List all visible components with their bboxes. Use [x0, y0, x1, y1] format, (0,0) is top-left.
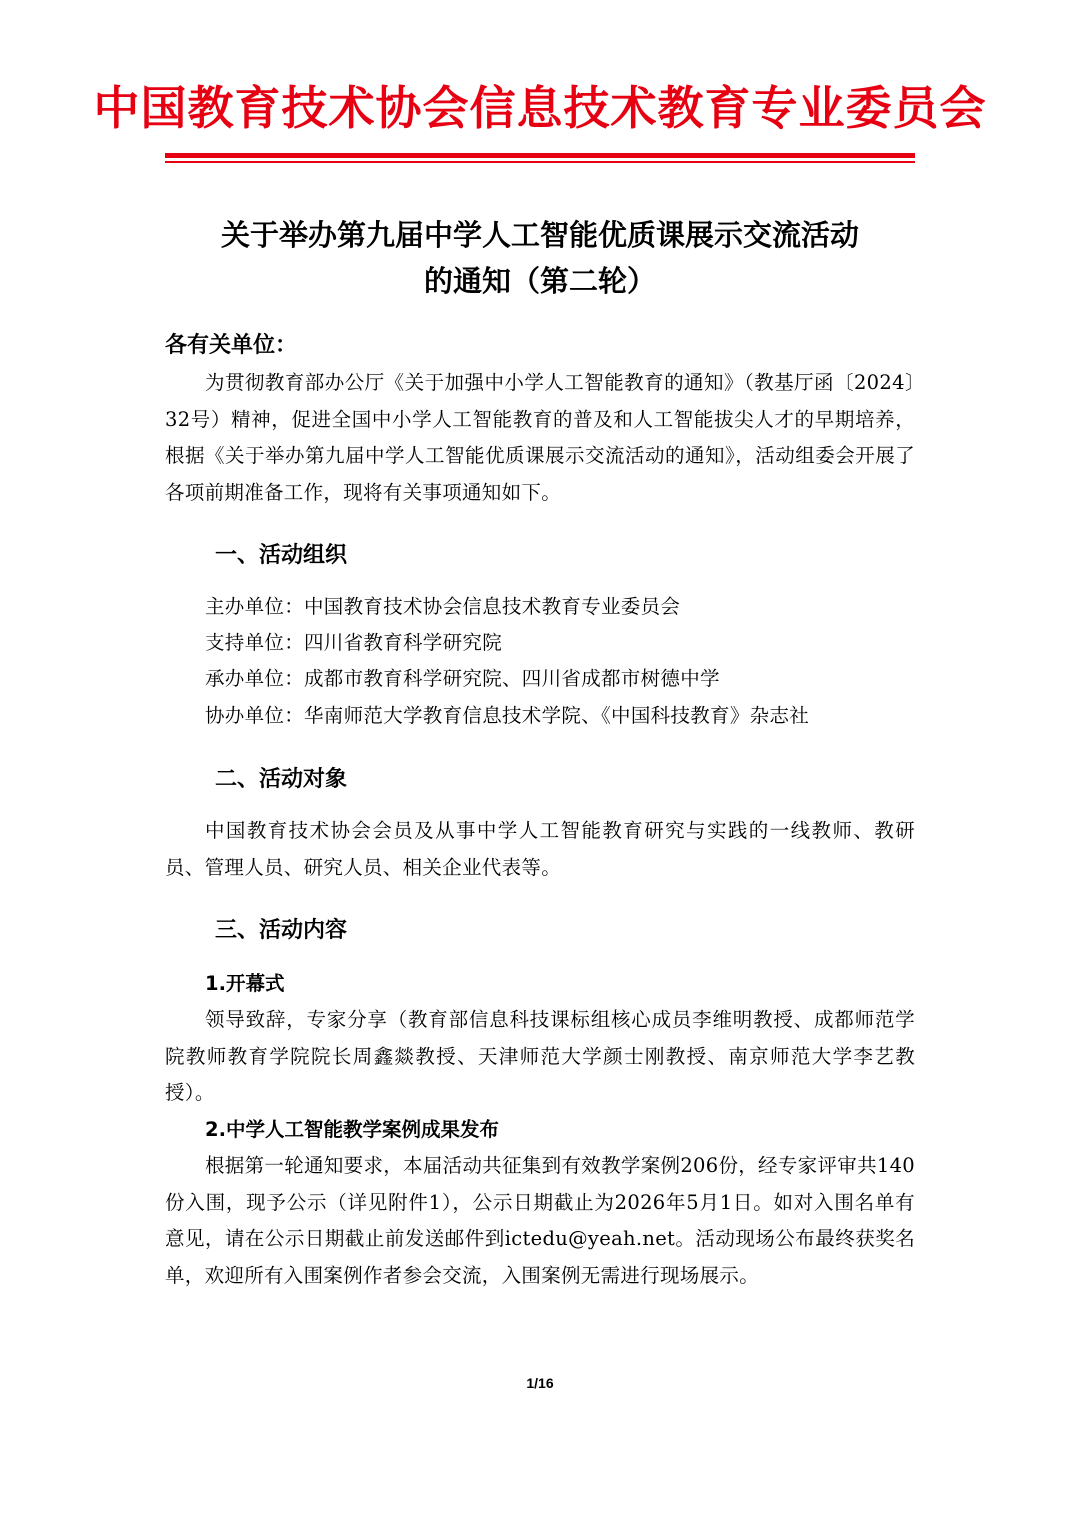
letterhead-org-name: 中国教育技术协会信息技术教育专业委员会 [93, 81, 987, 135]
letterhead-rule-thick [165, 153, 915, 158]
letterhead-rule-thin [165, 161, 915, 163]
subheading-opening: 1.开幕式 [205, 972, 285, 995]
page-number: 1/16 [526, 1375, 554, 1391]
document-title-line-1: 关于举办第九届中学人工智能优质课展示交流活动 [220, 218, 859, 252]
section-heading-organization: 一、活动组织 [215, 543, 348, 568]
document-title-line-2: 的通知（第二轮） [423, 264, 656, 298]
section-heading-content: 三、活动内容 [215, 918, 348, 943]
opening-paragraph: 领导致辞，专家分享（教育部信息科技课标组核心成员李维明教授、成都师范学院教师教育学院院长周鑫燚教授、天津师范大学颜士刚教授、南京师范大学李艺教授）。 [165, 1008, 915, 1104]
subheading-case-release: 2.中学人工智能教学案例成果发布 [205, 1118, 499, 1141]
section-heading-participants: 二、活动对象 [215, 767, 348, 792]
supporter-line: 支持单位：四川省教育科学研究院 [205, 631, 503, 654]
participants-paragraph: 中国教育技术协会会员及从事中学人工智能教育研究与实践的一线教师、教研员、管理人员、研究人员、相关企业代表等。 [165, 819, 915, 879]
salutation: 各有关单位： [165, 333, 298, 358]
organizer-line: 主办单位：中国教育技术协会信息技术教育专业委员会 [205, 595, 681, 618]
case-release-paragraph: 根据第一轮通知要求，本届活动共征集到有效教学案例206份，经专家评审共140份入围，现予公示（详见附件1），公示日期截止为2026年5月1日。如对入围名单有意见，请在公示日期截止前发送邮件到ictedu@yeah.net。活动现场公布最终获奖名单，欢迎所有入围案例作者参会交流，入围案例无需进行现场展示。 [165, 1154, 915, 1287]
intro-paragraph: 为贯彻教育部办公厅《关于加强中小学人工智能教育的通知》（教基厅函〔2024〕32号）精神，促进全国中小学人工智能教育的普及和人工智能拔尖人才的早期培养，根据《关于举办第九届中学人工智能优质课展示交流活动的通知》，活动组委会开展了各项前期准备工作，现将有关事项通知如下。 [165, 371, 915, 504]
co-organizer-line: 协办单位：华南师范大学教育信息技术学院、《中国科技教育》杂志社 [205, 704, 810, 727]
host-line: 承办单位：成都市教育科学研究院、四川省成都市树德中学 [205, 667, 720, 690]
document-title [140, 212, 940, 304]
